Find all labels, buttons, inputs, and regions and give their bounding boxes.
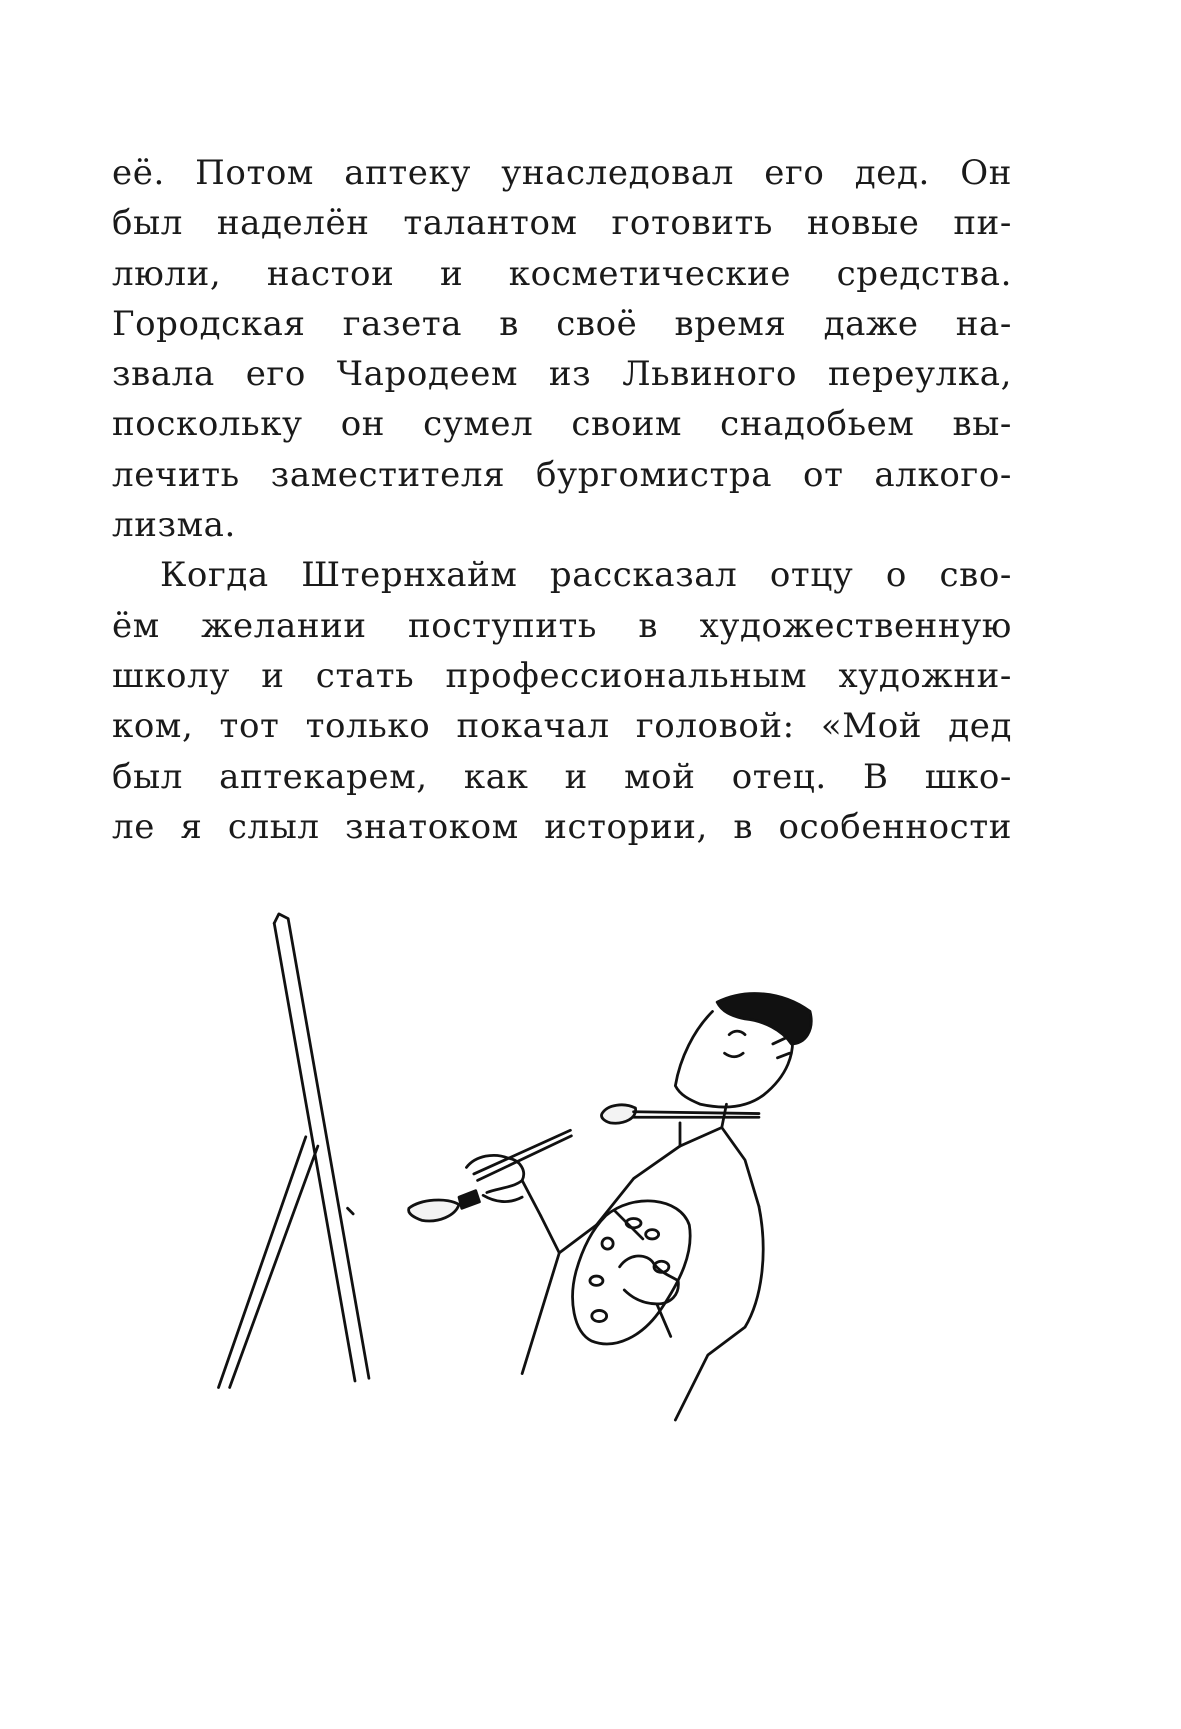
text-line: ём желании поступить в художественную [112,605,1012,646]
text-line: был аптекарем, как и мой отец. В шко- [112,756,1012,797]
palette [573,1201,691,1344]
text-line: Городская газета в своё время даже на- [112,303,1012,344]
text-line: звала его Чародеем из Львиного переулка, [112,354,1012,395]
text-line: школу и стать профессиональным художни- [112,655,1012,696]
text-line: Когда Штернхайм рассказал отцу о сво- [160,555,1012,596]
text-line: лизма. [112,505,236,546]
artist-body [522,1104,763,1420]
paragraph-1 [112,148,1012,550]
artist-head [675,994,811,1108]
text-line: поскольку он сумел своим снадобьем вы- [112,404,1012,445]
easel [219,914,369,1388]
text-line: ком, тот только покачал головой: «Мой дед [112,706,1012,747]
artist-illustration [190,900,910,1550]
body-text [112,148,1012,852]
text-line: её. Потом аптеку унаследовал его дед. Он [112,153,1012,193]
brush-hand [466,1155,540,1215]
text-line: люли, настои и косметические средства. [112,253,1012,294]
paragraph-2 [112,550,1012,852]
raised-brush [409,1130,572,1221]
text-line: ле я слыл знатоком истории, в особенности [112,806,1012,847]
text-line: был наделён талантом готовить новые пи- [112,203,1012,244]
text-line: лечить заместителя бургомистра от алкого- [112,454,1012,495]
